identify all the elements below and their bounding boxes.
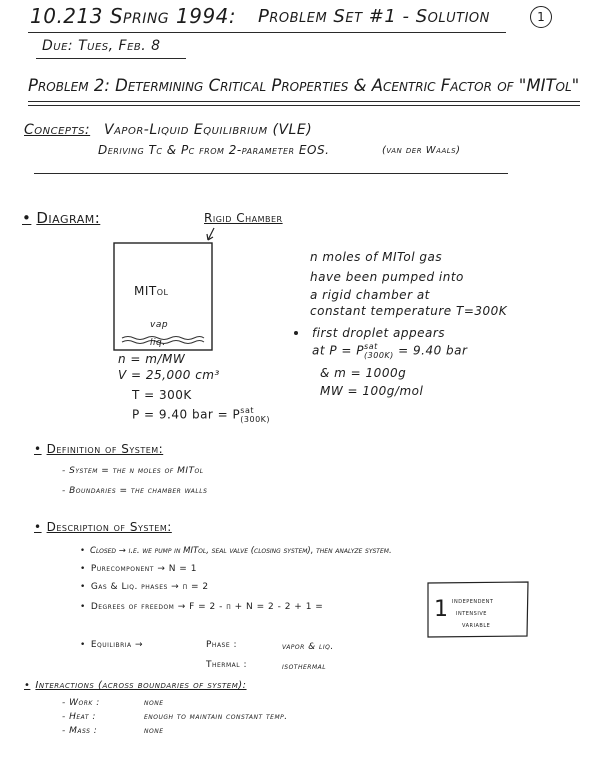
pressure-temp-sub: (300K) bbox=[240, 415, 271, 424]
course-title: 10.213 Spring 1994: bbox=[30, 4, 237, 28]
moles-equation: n = m/MW bbox=[118, 352, 186, 366]
dof-box-line-2: intensive bbox=[456, 609, 487, 617]
mass-interaction-value: none bbox=[144, 726, 164, 736]
interactions-heading: • Interactions (across boundaries of system): bbox=[24, 680, 247, 691]
droplet-sat-sup: sat bbox=[364, 342, 378, 351]
thermal-value: isothermal bbox=[282, 662, 327, 672]
molecular-weight: MW = 100g/mol bbox=[320, 384, 424, 398]
note-line-1: n moles of MITol gas bbox=[310, 250, 443, 264]
dof-box-line-3: variable bbox=[462, 621, 491, 629]
phase-value: vapor & liq. bbox=[282, 642, 334, 652]
dof-box-line-1: independent bbox=[452, 597, 494, 605]
boundaries-definition: - Boundaries = the chamber walls bbox=[62, 486, 208, 496]
problem-set-title: Problem Set #1 - Solution bbox=[258, 6, 490, 27]
droplet-pressure-text: at P = P bbox=[312, 343, 365, 358]
note-line-4: constant temperature T=300K bbox=[310, 304, 508, 318]
droplet-line-2 bbox=[312, 342, 467, 360]
notes-bullet-dot bbox=[294, 331, 298, 335]
degrees-of-freedom-item: • Degrees of freedom → F = 2 - π + N = 2 - 2 + 1 = bbox=[80, 602, 323, 612]
work-value: none bbox=[144, 698, 164, 708]
phase-label: Phase : bbox=[206, 640, 238, 650]
gas-label: MITol bbox=[134, 284, 169, 298]
droplet-temp-sub: (300K) bbox=[364, 351, 394, 360]
due-date: Due: Tues, Feb. 8 bbox=[42, 38, 161, 54]
temperature-equation: T = 300K bbox=[132, 388, 192, 402]
concepts-label: Concepts: bbox=[24, 122, 91, 138]
work-label: - Work : bbox=[62, 698, 100, 708]
mass-value: & m = 1000g bbox=[320, 366, 407, 380]
pressure-equation-text: P = 9.40 bar = P bbox=[132, 407, 241, 422]
droplet-pressure-value: = 9.40 bar bbox=[398, 343, 468, 358]
system-definition: - System = the n moles of MITol bbox=[62, 466, 204, 476]
problem-title: Problem 2: Determining Critical Properties & Acentric Factor of "MITol" bbox=[28, 76, 580, 95]
description-heading: • Description of System: bbox=[34, 520, 172, 534]
heat-value: enough to maintain constant temp. bbox=[144, 712, 288, 722]
equilibria-item: • Equilibria → bbox=[80, 640, 143, 650]
pressure-equation bbox=[132, 406, 270, 424]
definition-heading: • Definition of System: bbox=[34, 442, 163, 456]
concept-eos: Deriving Tc & Pc from 2-parameter EOS. bbox=[98, 143, 330, 157]
thermal-label: Thermal : bbox=[206, 660, 247, 670]
page-number-text: 1 bbox=[537, 10, 545, 24]
closed-system-item: • Closed → i.e. we pump in MITol, seal valve (closing system), then analyze system. bbox=[80, 546, 392, 556]
concept-vdw-note: (van der Waals) bbox=[382, 145, 461, 156]
dof-value: 1 bbox=[434, 597, 449, 622]
vapor-label: vap bbox=[150, 320, 169, 330]
pure-component-item: • Purecomponent → N = 1 bbox=[80, 564, 197, 574]
heat-label: - Heat : bbox=[62, 712, 96, 722]
diagram-heading: • Diagram: bbox=[22, 209, 100, 227]
pressure-sat-sup: sat bbox=[240, 406, 254, 415]
droplet-line-1: first droplet appears bbox=[312, 326, 446, 340]
note-line-3: a rigid chamber at bbox=[310, 288, 430, 302]
phases-item: • Gas & Liq. phases → π = 2 bbox=[80, 582, 209, 592]
volume-equation: V = 25,000 cm³ bbox=[118, 368, 220, 382]
mass-label: - Mass : bbox=[62, 726, 98, 736]
chamber-label: Rigid Chamber bbox=[204, 211, 283, 225]
liquid-label: liq. bbox=[150, 338, 166, 348]
concept-vle: Vapor-Liquid Equilibrium (VLE) bbox=[104, 122, 313, 138]
note-line-2: have been pumped into bbox=[310, 270, 464, 284]
